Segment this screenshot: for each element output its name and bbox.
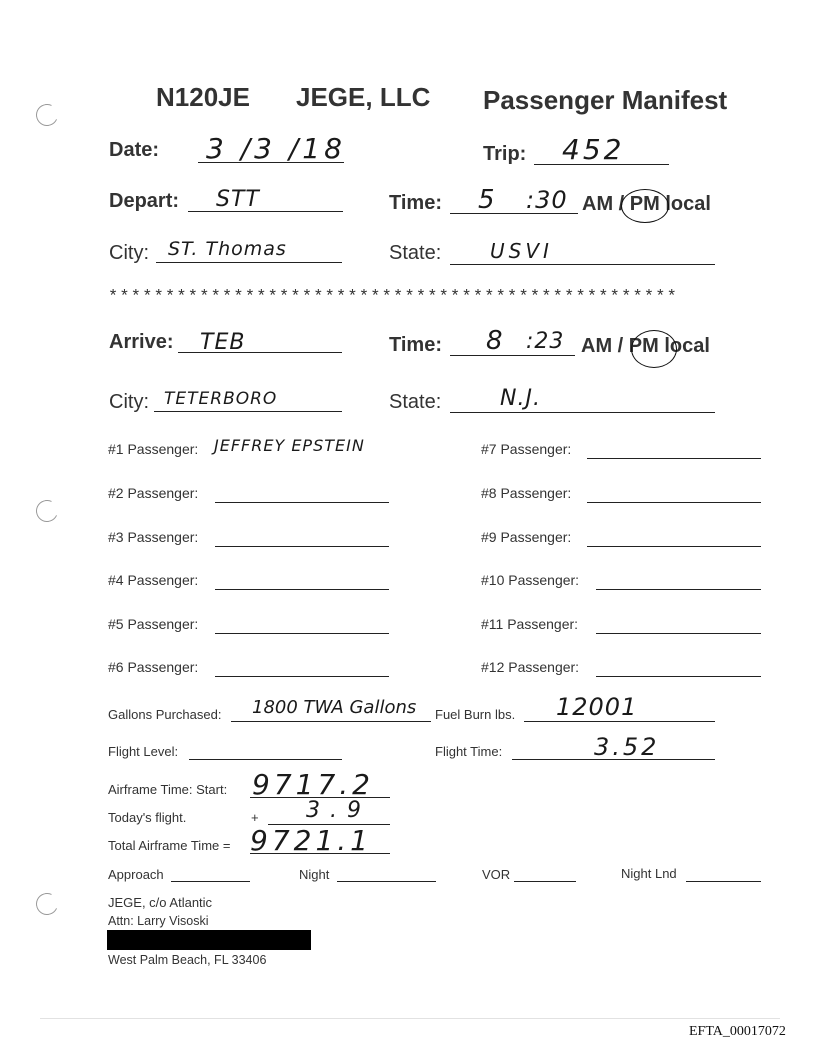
gallons-underline <box>231 721 431 722</box>
night-label: Night <box>299 867 330 882</box>
depart-city-value[interactable]: ST. Thomas <box>168 238 287 260</box>
approach-label: Approach <box>108 867 164 882</box>
depart-time-hour[interactable]: 5 <box>478 185 496 215</box>
company-name: JEGE, LLC <box>296 82 431 112</box>
depart-state-underline <box>450 264 715 265</box>
passenger-11-field[interactable] <box>596 633 761 634</box>
depart-ampm-label: AM / PM local <box>582 193 711 215</box>
passenger-7-field[interactable] <box>587 458 761 459</box>
tail-number: N120JE <box>156 82 250 112</box>
arrive-label: Arrive: <box>109 331 174 353</box>
passenger-2-label: #2 Passenger: <box>108 485 199 501</box>
passenger-6-label: #6 Passenger: <box>108 659 199 675</box>
gallons-label: Gallons Purchased: <box>108 707 222 722</box>
pm-selected-circle-arrival <box>631 330 677 368</box>
total-airframe-value[interactable]: 9721.1 <box>250 824 372 857</box>
passenger-6-field[interactable] <box>215 676 389 677</box>
approach-field[interactable] <box>171 881 250 882</box>
trip-label: Trip: <box>483 143 527 165</box>
vor-label: VOR <box>482 867 511 882</box>
address-line-4: West Palm Beach, FL 33406 <box>108 953 267 967</box>
gallons-value[interactable]: 1800 TWA Gallons <box>252 697 417 718</box>
vor-field[interactable] <box>514 881 576 882</box>
fuel-burn-underline <box>524 721 715 722</box>
passenger-2-field[interactable] <box>215 502 389 503</box>
passenger-12-field[interactable] <box>596 676 761 677</box>
airframe-start-value[interactable]: 9717.2 <box>252 768 374 801</box>
punch-hole-middle <box>33 497 61 525</box>
punch-hole-bottom <box>33 890 61 918</box>
arrive-city-label: City: <box>109 391 149 413</box>
punch-hole-top <box>33 101 61 129</box>
airframe-start-label: Airframe Time: Start: <box>108 782 228 797</box>
fuel-burn-label: Fuel Burn lbs. <box>435 707 516 722</box>
depart-time-label: Time: <box>389 192 442 214</box>
passenger-3-field[interactable] <box>215 546 389 547</box>
arrive-time-hour[interactable]: 8 <box>486 326 504 356</box>
flight-level-label: Flight Level: <box>108 744 179 759</box>
depart-underline <box>188 211 343 212</box>
depart-state-value[interactable]: USVI <box>490 239 553 263</box>
page-title: Passenger Manifest <box>483 85 728 115</box>
total-airframe-label: Total Airframe Time = <box>108 838 231 853</box>
fuel-burn-value[interactable]: 12001 <box>556 693 638 721</box>
flight-time-value[interactable]: 3.52 <box>594 733 660 761</box>
passenger-9-field[interactable] <box>587 546 761 547</box>
arrive-value[interactable]: TEB <box>200 330 246 355</box>
arrive-city-value[interactable]: TETERBORO <box>164 389 278 409</box>
passenger-7-label: #7 Passenger: <box>481 441 572 457</box>
depart-city-underline <box>156 262 342 263</box>
passenger-10-field[interactable] <box>596 589 761 590</box>
redaction-bar <box>107 930 311 950</box>
todays-flight-value[interactable]: 3.9 <box>306 798 371 823</box>
date-label: Date: <box>109 139 160 161</box>
depart-time-minutes[interactable]: :30 <box>526 186 568 214</box>
scan-edge <box>40 1018 780 1019</box>
arrive-city-underline <box>154 411 342 412</box>
night-field[interactable] <box>337 881 436 882</box>
depart-label: Depart: <box>109 190 180 212</box>
passenger-1-label: #1 Passenger: <box>108 441 199 457</box>
night-landing-field[interactable] <box>686 881 761 882</box>
passenger-10-label: #10 Passenger: <box>481 572 580 588</box>
arrive-state-label: State: <box>389 391 442 413</box>
address-line-2: Attn: Larry Visoski <box>108 914 209 928</box>
passenger-11-label: #11 Passenger: <box>481 616 579 632</box>
night-landing-label: Night Lnd <box>621 866 677 881</box>
trip-value[interactable]: 452 <box>562 133 625 166</box>
flight-level-field[interactable] <box>189 759 342 760</box>
address-line-1: JEGE, c/o Atlantic <box>108 895 213 910</box>
depart-state-label: State: <box>389 242 442 264</box>
arrive-ampm-label: AM / PM local <box>581 335 710 357</box>
arrive-state-underline <box>450 412 715 413</box>
arrive-time-label: Time: <box>389 334 442 356</box>
passenger-1-value[interactable]: JEFFREY EPSTEIN <box>214 436 365 455</box>
flight-time-label: Flight Time: <box>435 744 503 759</box>
section-separator: ************************************************** <box>108 288 679 307</box>
passenger-9-label: #9 Passenger: <box>481 529 572 545</box>
arrive-time-minutes[interactable]: :23 <box>526 329 565 354</box>
arrive-time-underline <box>450 355 575 356</box>
passenger-12-label: #12 Passenger: <box>481 659 580 675</box>
todays-flight-label: Today's flight. <box>108 810 187 825</box>
pm-selected-circle <box>621 189 669 223</box>
passenger-8-label: #8 Passenger: <box>481 485 572 501</box>
passenger-3-label: #3 Passenger: <box>108 529 199 545</box>
plus-sign: + <box>251 810 259 825</box>
depart-city-label: City: <box>109 242 149 264</box>
passenger-4-field[interactable] <box>215 589 389 590</box>
arrive-state-value[interactable]: N.J. <box>500 386 541 411</box>
passenger-8-field[interactable] <box>587 502 761 503</box>
passenger-5-field[interactable] <box>215 633 389 634</box>
document-id: EFTA_00017072 <box>689 1024 786 1039</box>
passenger-5-label: #5 Passenger: <box>108 616 199 632</box>
date-value[interactable]: 3 /3 /18 <box>206 132 346 165</box>
passenger-4-label: #4 Passenger: <box>108 572 199 588</box>
depart-value[interactable]: STT <box>216 187 260 212</box>
